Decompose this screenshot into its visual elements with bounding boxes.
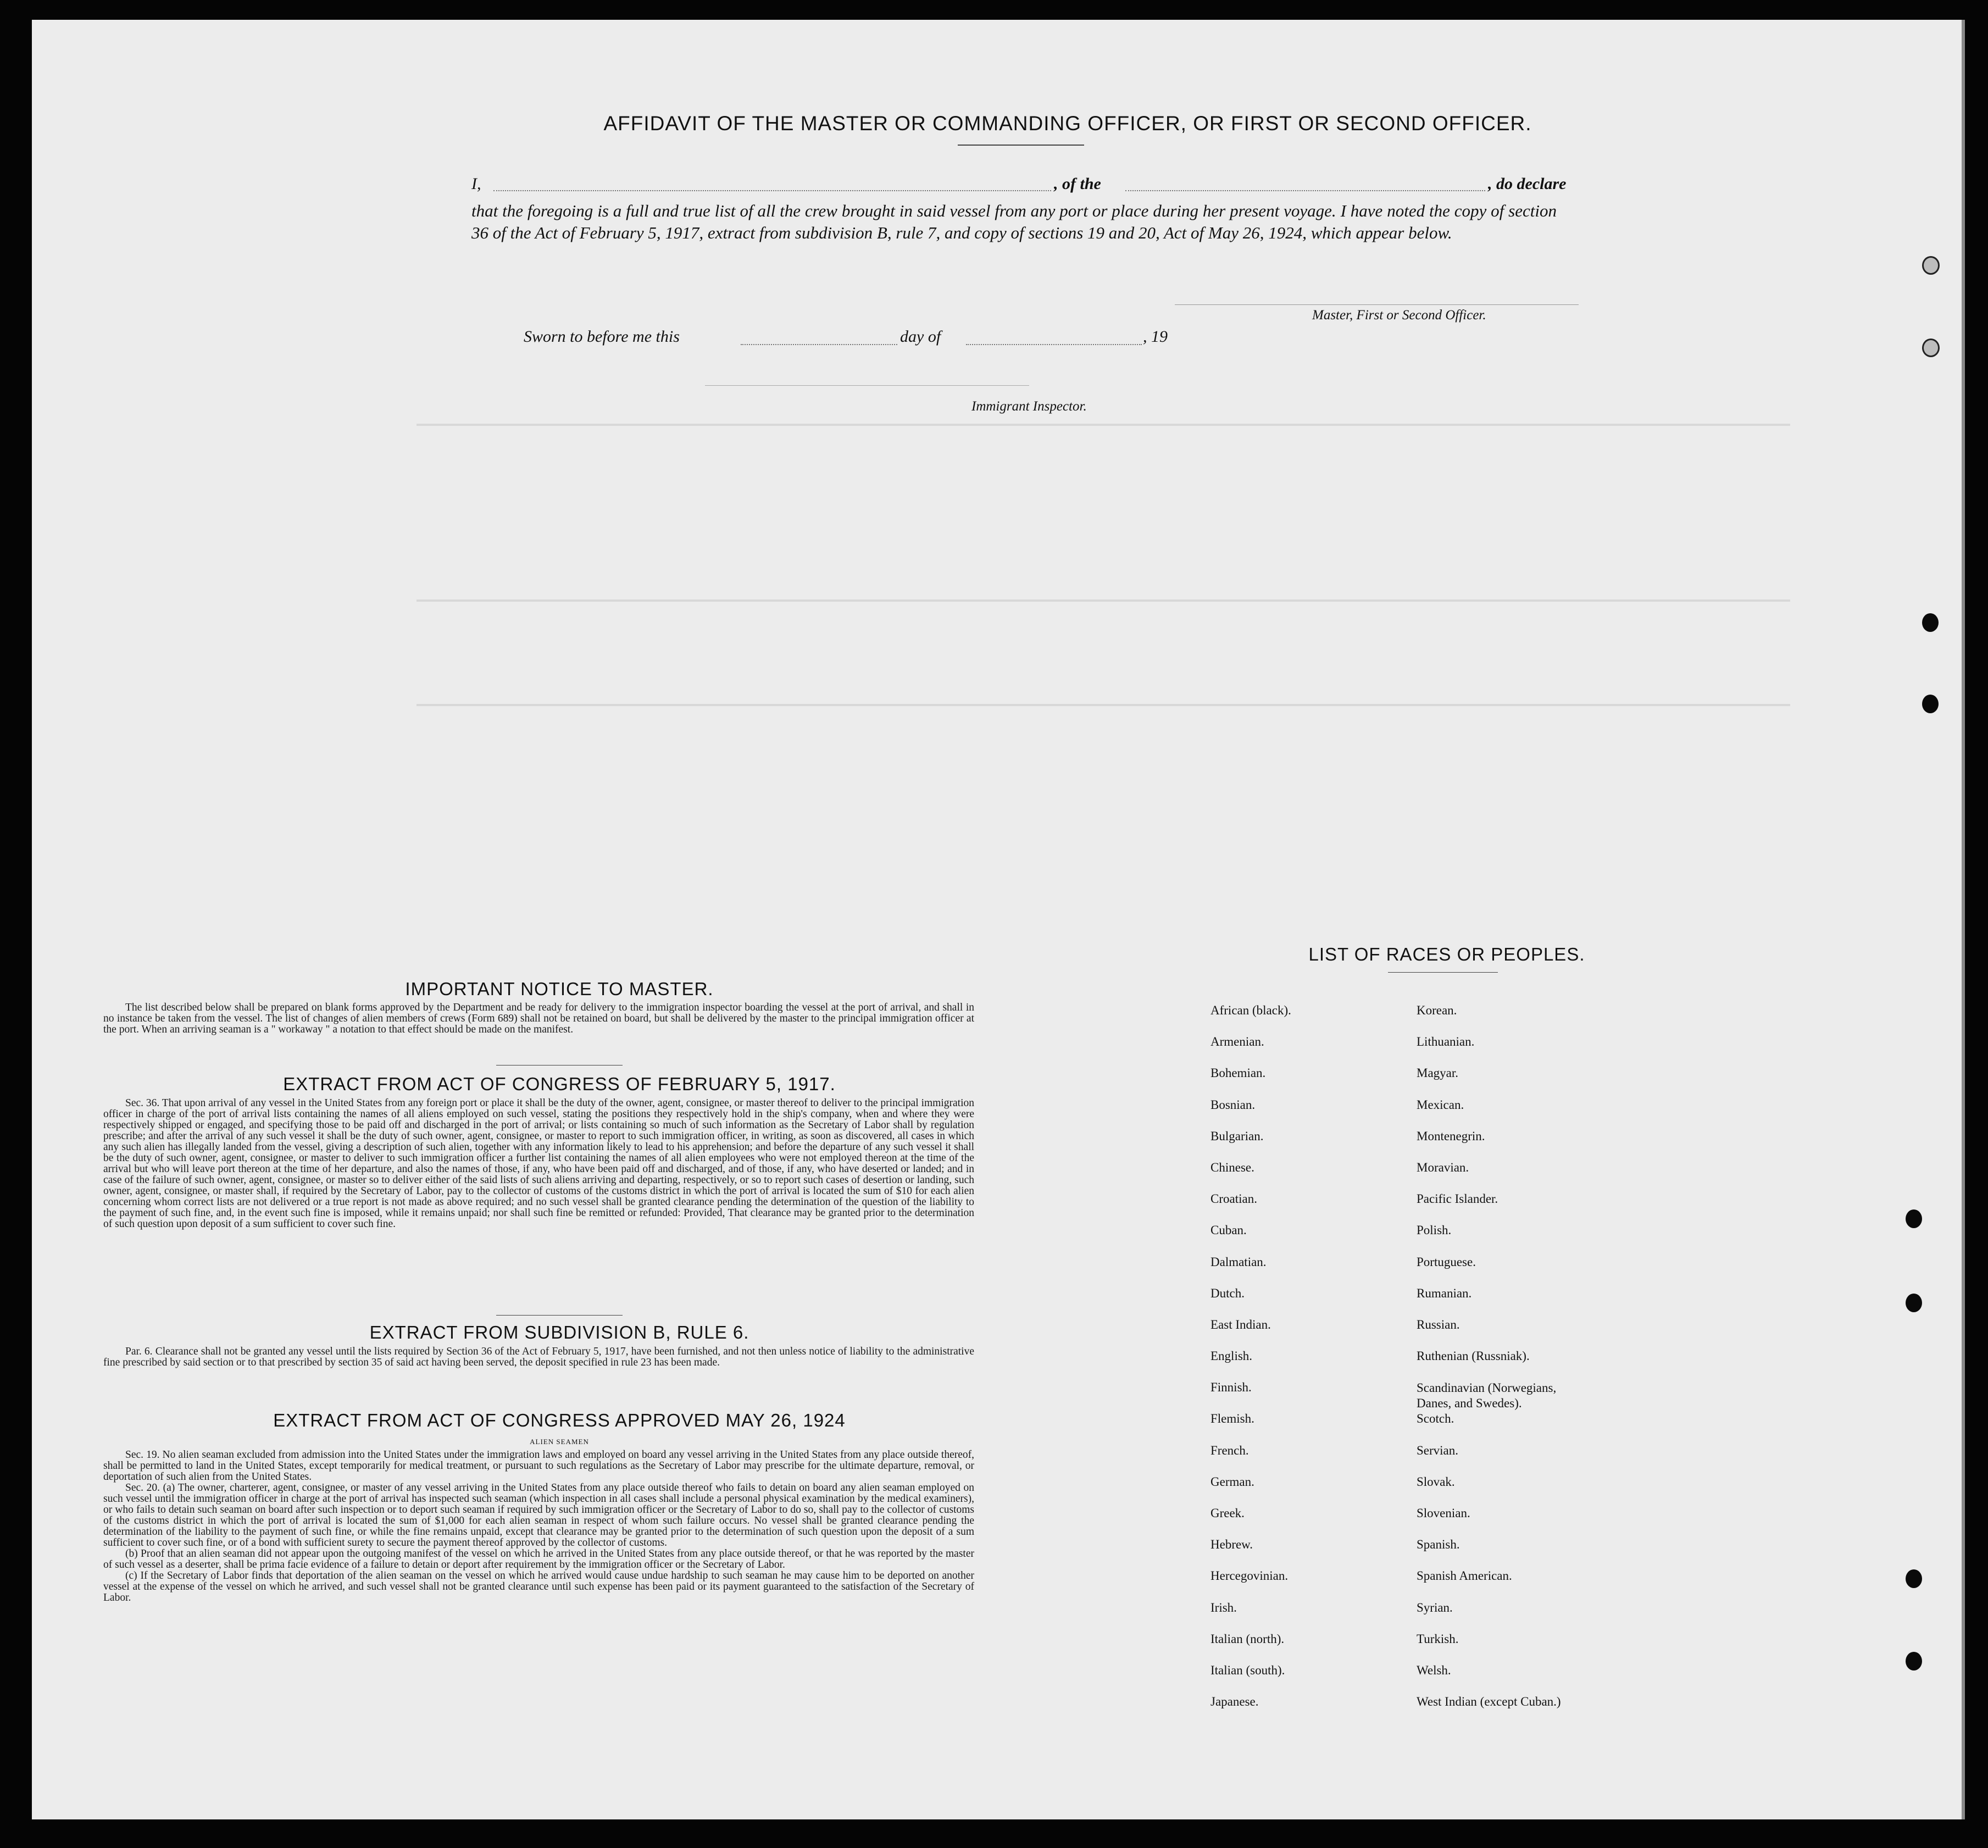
affidavit-declare-label: , do declare [1488, 175, 1567, 193]
race-item: Bohemian. [1210, 1066, 1266, 1080]
punch-hole-icon [1906, 1209, 1922, 1228]
show-through-rule [417, 600, 1790, 602]
inspector-caption: Immigrant Inspector. [971, 399, 1087, 414]
affidavit-body: that the foregoing is a full and true list of all the crew brought in said vessel from any port or place during her present voyage. I have noted the copy of section 36 of the Act of February 5, 1917, extract from subdivision B, rule 7, and copy of sections 19 and 20, Act of May 26, 1924, which appear below. [471, 201, 1557, 242]
extract-1924-sec20a: Sec. 20. (a) The owner, charterer, agent, consignee, or master of any vessel arriving in the United States from any place outside thereof who fails to detain on board any alien seaman employed on such vessel until the immigration officer in charge at the port of arrival has inspected such seaman (which inspection in all cases shall include a personal physical examination by the medical examiners), or who fails to detain such seaman on board after such inspection or to deport such seaman if required by such immigration officer or the Secretary of Labor to do so, shall pay to the collector of customs of the customs district in which the port of arrival is located the sum of $1,000 for each alien seaman in respect of whom such failure occurs. No vessel shall be granted clearance pending the determination of the liability to the payment of such fine, or while the fine remains unpaid, except that clearance may be granted prior to the determination of such question upon the deposit of a sum sufficient to cover such fine, or of a bond with sufficient surety to secure the payment thereof approved by the collector of customs. [103, 1482, 974, 1549]
extract-rule6-par6: Par. 6. Clearance shall not be granted any vessel until the lists required by Section 36 of the Act of February 5, 1917, have been furnished, and not then unless notice of liability to the administrative fine prescribed by said section or to that prescribed by section 35 of said act having been served, the deposit specified in rule 23 has been made. [103, 1346, 974, 1368]
master-signature-line[interactable] [1175, 304, 1579, 305]
races-right-column [1417, 1003, 1675, 1726]
race-item: Montenegrin. [1417, 1129, 1485, 1143]
punch-hole-icon [1922, 256, 1940, 275]
affidavit-line-i [471, 175, 481, 193]
extract-1924-text [103, 1450, 974, 1603]
notice-paragraph: The list described below shall be prepared on blank forms approved by the Department and be ready for delivery to the immigration inspector boarding the vessel at the port of arrival, and shall in no instance be taken from the vessel. The list of changes of alien members of crews (Form 689) shall not be retained on board, but shall be delivered by the master to the principal immigration officer at the port. When an arriving seaman is a " workaway " a notation to that effect should be made on the manifest. [103, 1002, 974, 1035]
sworn-day-field[interactable] [741, 344, 897, 345]
race-item: Spanish American. [1417, 1569, 1512, 1583]
master-signature-caption: Master, First or Second Officer. [1312, 308, 1486, 323]
affidavit-title: AFFIDAVIT OF THE MASTER OR COMMANDING OFFICER, OR FIRST OR SECOND OFFICER. [603, 112, 1532, 135]
race-item: Welsh. [1417, 1663, 1451, 1677]
race-item: Pacific Islander. [1417, 1192, 1498, 1206]
race-item: Russian. [1417, 1317, 1460, 1331]
race-item: Polish. [1417, 1223, 1452, 1237]
race-item: Armenian. [1210, 1035, 1264, 1049]
race-item: Irish. [1210, 1600, 1237, 1614]
race-item: Italian (south). [1210, 1663, 1285, 1677]
race-item: Cuban. [1210, 1223, 1247, 1237]
race-item: Bulgarian. [1210, 1129, 1264, 1143]
extract-1924-sec19: Sec. 19. No alien seaman excluded from admission into the United States under the immigration laws and employed on board any vessel arriving in the United States from any place outside thereof, shall be permitted to land in the United States, except temporarily for medical treatment, or pursuant to such regulations as the Secretary of Labor may prescribe for the ultimate departure, removal, or deportation of such alien from the United States. [103, 1449, 974, 1483]
race-item: Syrian. [1417, 1600, 1453, 1614]
race-item: Ruthenian (Russniak). [1417, 1349, 1530, 1363]
race-item: English. [1210, 1349, 1253, 1363]
form-page [32, 20, 1965, 1819]
race-item: Lithuanian. [1417, 1035, 1475, 1049]
sworn-day-of: day of [900, 328, 941, 346]
sworn-year: , 19 [1143, 328, 1168, 346]
extract-1924-title: EXTRACT FROM ACT OF CONGRESS APPROVED MAY 26, 1924 [273, 1410, 846, 1430]
extract-1924-subtitle: ALIEN SEAMEN [530, 1438, 589, 1446]
race-item: Greek. [1210, 1506, 1245, 1520]
punch-hole-icon [1906, 1294, 1922, 1312]
race-item: Magyar. [1417, 1066, 1459, 1080]
race-item: African (black). [1210, 1003, 1291, 1017]
punch-hole-icon [1906, 1652, 1922, 1671]
race-item: Dalmatian. [1210, 1255, 1267, 1269]
show-through-rule [417, 424, 1790, 426]
extract-1917-text [103, 1098, 974, 1230]
race-item: Mexican. [1417, 1097, 1464, 1112]
races-title: LIST OF RACES OR PEOPLES. [1308, 944, 1585, 964]
race-item: German. [1210, 1474, 1254, 1489]
race-item: Turkish. [1417, 1631, 1459, 1646]
affidavit-of-the-label: , of the [1054, 175, 1101, 193]
extract-rule6-text [103, 1346, 974, 1368]
race-item: Moravian. [1417, 1160, 1469, 1174]
section-divider [496, 1315, 623, 1316]
race-item: Chinese. [1210, 1160, 1254, 1174]
extract-1917-title: EXTRACT FROM ACT OF CONGRESS OF FEBRUARY 5, 1917. [283, 1074, 836, 1094]
punch-hole-icon [1906, 1569, 1922, 1588]
race-item: Croatian. [1210, 1192, 1257, 1206]
show-through-header [296, 97, 306, 137]
race-item: West Indian (except Cuban.) [1417, 1695, 1561, 1709]
race-item: Scandinavian (Norwegians, Danes, and Swedes). [1417, 1381, 1557, 1411]
affidavit-i-label: I, [471, 175, 481, 193]
race-item: Slovenian. [1417, 1506, 1470, 1520]
race-item: Slovak. [1417, 1474, 1455, 1489]
race-item: Korean. [1417, 1003, 1457, 1017]
race-item: French. [1210, 1443, 1249, 1457]
vessel-name-field[interactable] [1125, 190, 1485, 191]
race-item: East Indian. [1210, 1317, 1271, 1331]
extract-1917-sec36: Sec. 36. That upon arrival of any vessel in the United States from any foreign port or place it shall be the duty of the owner, agent, consignee, or master thereof to deliver to the principal immigration officer in charge of the port of arrival lists containing the names of all aliens employed on such vessel, stating the positions they respectively hold in the ship's company, when and where they were respectively shipped or engaged, and specifying those to be paid off and discharged in the port of arrival; or lists containing so much of such information as the Secretary of Labor shall by regulation prescribe; and after the arrival of any such vessel it shall be the duty of such owner, agent, consignee, or master to report to such immigration officer, in writing, as soon as discovered, all cases in which any such alien has illegally landed from the vessel, giving a description of such alien, together with any information likely to lead to his apprehension; and before the departure of any such vessel it shall be the duty of such owner, agent, consignee, or master to deliver to such immigration officer a further list containing the names of all alien employees who were not employed thereon at the time of the arrival but who will leave port thereon at the time of her departure, and also the names of those, if any, who have been paid off and discharged, and of those, if any, who have deserted or landed; and in case of the failure of such owner, agent, consignee, or master so to deliver either of the said lists of such aliens arriving and departing, respectively, or so to report such cases of desertion or landing, such owner, agent, consignee, or master shall, if required by the Secretary of Labor, pay to the collector of customs of the customs district in which the port of arrival is located the sum of $10 for each alien concerning whom correct lists are not delivered or a true report is not made as above required; and no such vessel shall be granted clearance pending the determination of the question of the liability to the payment of such fine, and, in the event such fine is imposed, while it remains unpaid; nor shall such fine be remitted or refunded: Provided, That clearance may be granted prior to the determination of such question upon deposit of a sum sufficient to cover such fine. [103, 1097, 974, 1230]
extract-rule6-title: EXTRACT FROM SUBDIVISION B, RULE 6. [369, 1322, 749, 1342]
race-item: Portuguese. [1417, 1255, 1476, 1269]
races-left-column [1210, 1003, 1392, 1726]
race-item: Italian (north). [1210, 1631, 1285, 1646]
inspector-signature-line[interactable] [705, 385, 1029, 386]
race-item: Bosnian. [1210, 1097, 1256, 1112]
race-item: Japanese. [1210, 1695, 1259, 1709]
race-item: Flemish. [1210, 1412, 1254, 1426]
notice-text [103, 1002, 974, 1035]
race-item: Finnish. [1210, 1380, 1252, 1395]
race-item: Servian. [1417, 1443, 1459, 1457]
show-through-rule [417, 704, 1790, 706]
sworn-month-field[interactable] [966, 344, 1142, 345]
extract-1924-sec20c: (c) If the Secretary of Labor finds that deportation of the alien seaman on the vessel on which he arrived would cause undue hardship to such seaman he may cause him to be deported on another vessel at the expense of the vessel on which he arrived, and such vessel shall not be granted clearance until such expense has been paid or its payment guaranteed to the satisfaction of the Secretary of Labor. [103, 1570, 974, 1603]
race-item: Dutch. [1210, 1286, 1245, 1300]
affidavit-title-rule [958, 145, 1084, 146]
punch-hole-icon [1922, 338, 1940, 357]
extract-1924-sec20b: (b) Proof that an alien seaman did not appear upon the outgoing manifest of the vessel on which he arrived in the United States from any place outside thereof, or that he was reported by the master of such vessel as a deserter, shall be prima facie evidence of a failure to detain or deport after requirement by the immigration officer or the Secretary of Labor. [103, 1548, 974, 1570]
sworn-prefix: Sworn to before me this [524, 328, 680, 346]
punch-hole-icon [1922, 695, 1939, 713]
race-item: Hebrew. [1210, 1538, 1253, 1552]
race-item: Rumanian. [1417, 1286, 1472, 1300]
race-item: Scotch. [1417, 1412, 1454, 1426]
race-item: Spanish. [1417, 1538, 1460, 1552]
punch-hole-icon [1922, 613, 1939, 632]
races-title-rule [1388, 972, 1498, 973]
race-item: Hercegovinian. [1210, 1569, 1289, 1583]
notice-title: IMPORTANT NOTICE TO MASTER. [405, 979, 714, 999]
declarant-name-field[interactable] [493, 190, 1051, 191]
